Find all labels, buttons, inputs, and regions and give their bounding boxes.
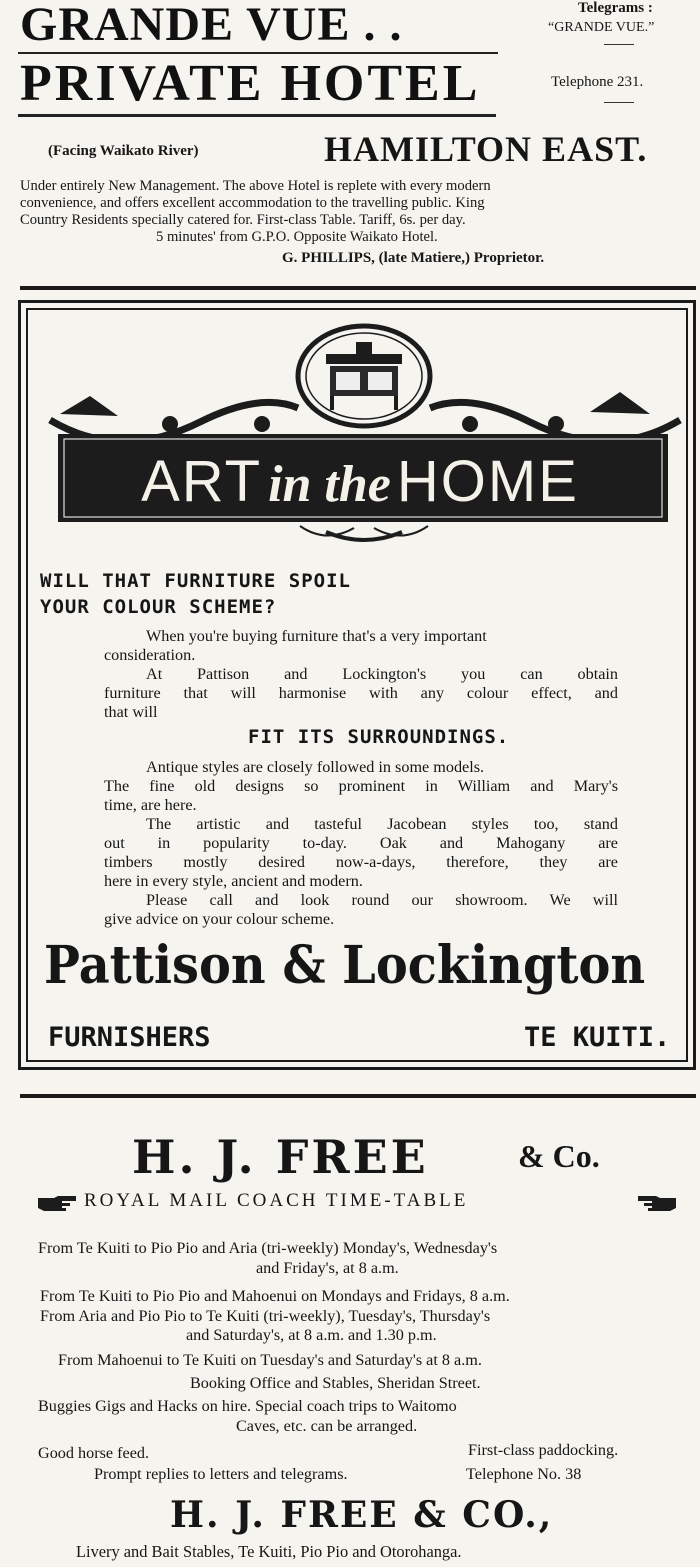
banner-word-art: ART	[141, 449, 263, 514]
free-co-footer-line: Livery and Bait Stables, Te Kuiti, Pio Pio and Otorohanga.	[76, 1542, 462, 1561]
timetable-line: Caves, etc. can be arranged.	[236, 1417, 418, 1435]
timetable-line: From Mahoenui to Te Kuiti on Tuesday's and Saturday's at 8 a.m.	[58, 1351, 482, 1369]
fruit-ornament	[254, 416, 270, 432]
paddocking-note: First-class paddocking.	[468, 1441, 619, 1459]
ad-body-line: When you're buying furniture that's a very important	[146, 627, 487, 645]
ad-body-line: consideration.	[104, 646, 196, 664]
coach-timetable-heading: ROYAL MAIL COACH TIME-TABLE	[84, 1190, 469, 1211]
hotel-description-line: 5 minutes' from G.P.O. Opposite Waikato Hotel.	[156, 229, 438, 245]
divider	[604, 44, 634, 45]
fruit-ornament	[462, 416, 478, 432]
fruit-ornament	[162, 416, 178, 432]
timetable-line: and Friday's, at 8 a.m.	[256, 1259, 399, 1277]
ad-body-line: that will	[104, 703, 158, 721]
hotel-facing: (Facing Waikato River)	[48, 143, 199, 159]
pointing-hand-left-icon	[636, 1194, 678, 1214]
timetable-line: From Aria and Pio Pio to Te Kuiti (tri-weekly), Tuesday's, Thursday's	[40, 1307, 491, 1325]
bow-right	[590, 392, 650, 414]
pointing-hand-right-icon	[36, 1194, 78, 1214]
free-co-telephone: Telephone No. 38	[466, 1465, 582, 1483]
question-heading-line: WILL THAT FURNITURE SPOIL	[40, 570, 351, 592]
replies-note: Prompt replies to letters and telegrams.	[94, 1465, 348, 1483]
timetable-line: Buggies Gigs and Hacks on hire. Special coach trips to Waitomo	[38, 1397, 457, 1415]
banner-word-home: HOME	[396, 449, 579, 514]
hotel-telephone: Telephone 231.	[551, 74, 644, 90]
company-name: Pattison & Lockington	[44, 935, 646, 996]
ad-body-line: furniture that will harmonise with any colour effect, and	[104, 684, 618, 702]
title-rule	[18, 114, 496, 117]
timetable-line: From Te Kuiti to Pio Pio and Aria (tri-weekly) Monday's, Wednesday's	[38, 1239, 498, 1257]
ad-body-line: Antique styles are closely followed in some models.	[146, 758, 485, 776]
section-separator	[20, 1094, 696, 1098]
ad-body-line: give advice on your colour scheme.	[104, 910, 335, 928]
telegrams-value: “GRANDE VUE.”	[548, 20, 655, 35]
art-home-banner-title	[40, 442, 680, 525]
ad-body-line: time, are here.	[104, 796, 197, 814]
hotel-description-line: Under entirely New Management. The above Hotel is replete with every modern	[20, 178, 491, 194]
ad-body-line: The fine old designs so prominent in William and Mary's	[104, 777, 618, 795]
company-town: TE KUITI.	[524, 1022, 671, 1053]
horse-feed-note: Good horse feed.	[38, 1444, 150, 1462]
title-rule	[18, 52, 498, 54]
fit-surroundings-heading: FIT ITS SURROUNDINGS.	[248, 726, 510, 748]
ad-body-line: out in popularity to-day. Oak and Mahogany are	[104, 834, 618, 852]
hotel-description-line: Country Residents specially catered for. First-class Table. Tariff, 6s. per day.	[20, 212, 466, 228]
question-heading-line: YOUR COLOUR SCHEME?	[40, 596, 277, 618]
fruit-ornament	[548, 416, 564, 432]
timetable-line: and Saturday's, at 8 a.m. and 1.30 p.m.	[186, 1326, 437, 1344]
banner-word-in-the: in the	[268, 456, 391, 513]
ad-body-line: timbers mostly desired now-a-days, therefore, they are	[104, 853, 618, 871]
free-co-footer-title: H. J. FREE & CO.,	[170, 1494, 554, 1536]
hotel-location: HAMILTON EAST.	[324, 129, 648, 169]
ad-body-line: Please call and look round our showroom. We will	[146, 891, 618, 909]
hotel-proprietor: G. PHILLIPS, (late Matiere,) Proprietor.	[282, 250, 545, 266]
hotel-name-line2: PRIVATE HOTEL	[20, 55, 481, 112]
scroll-ornament	[326, 532, 402, 540]
timetable-line: Booking Office and Stables, Sheridan Street.	[190, 1374, 481, 1392]
telegrams-label: Telegrams :	[578, 0, 653, 16]
timetable-line: From Te Kuiti to Pio Pio and Mahoenui on Mondays and Fridays, 8 a.m.	[40, 1287, 510, 1305]
sideboard-icon	[326, 342, 402, 410]
ad-body-line: The artistic and tasteful Jacobean styles too, stand	[146, 815, 618, 833]
ad-body-line: At Pattison and Lockington's you can obtain	[146, 665, 618, 683]
hotel-description-line: convenience, and offers excellent accommodation to the travelling public. King	[20, 195, 485, 211]
free-co-title-suffix: & Co.	[518, 1138, 600, 1174]
free-co-title: H. J. FREE	[132, 1130, 429, 1184]
company-trade: FURNISHERS	[48, 1022, 211, 1053]
bow-left	[60, 396, 118, 416]
divider	[604, 102, 634, 103]
section-separator	[20, 286, 696, 290]
hotel-name-line1: GRANDE VUE . .	[20, 0, 403, 51]
ad-body-line: here in every style, ancient and modern.	[104, 872, 363, 890]
